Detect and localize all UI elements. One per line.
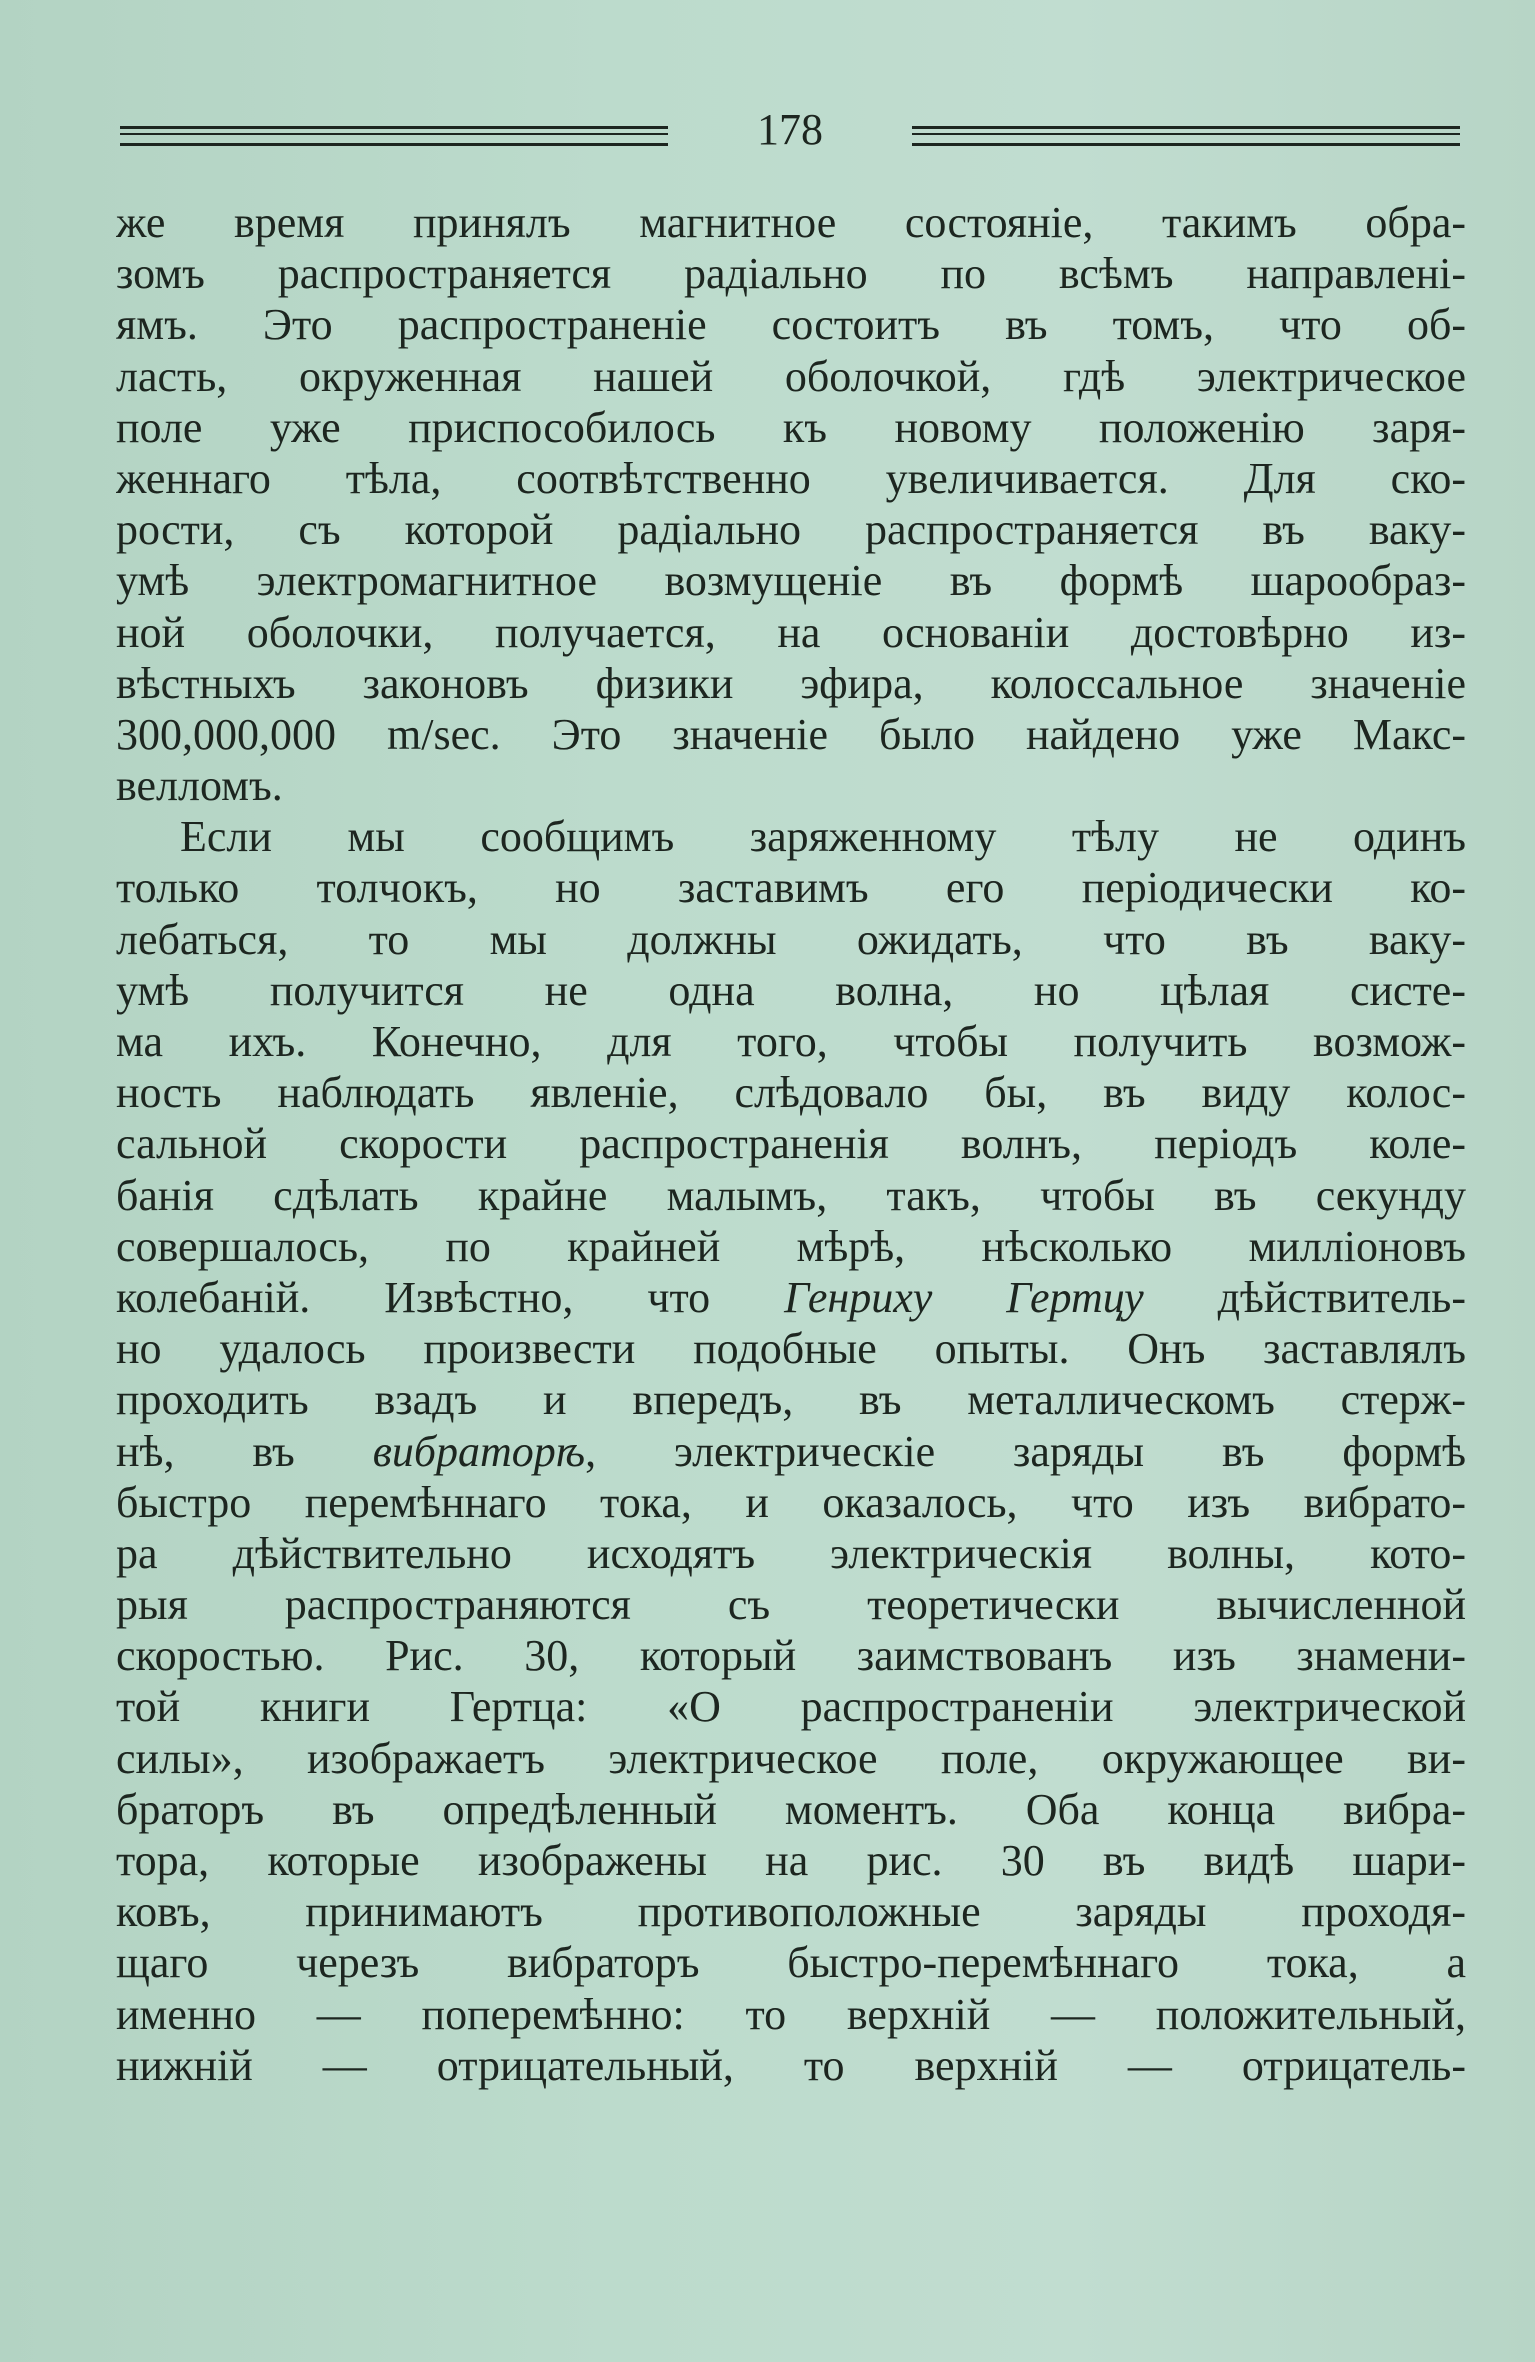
text-line: ность наблюдать явленiе, слѣдовало бы, въ виду колос- <box>116 1068 1466 1118</box>
text-line: силы», изображаетъ электрическое поле, окружающее ви- <box>116 1733 1466 1783</box>
line-text-after: дѣйствитель- <box>1143 1272 1466 1322</box>
line-text-before: нѣ, въ <box>116 1426 373 1476</box>
text-line-paragraph-end: велломъ. <box>116 761 283 811</box>
line-text-after: , электрическiе заряды въ формѣ <box>585 1426 1466 1476</box>
text-line: банiя сдѣлать крайне малымъ, такъ, чтобы въ секунду <box>116 1170 1466 1220</box>
text-line: нижнiй — отрицательный, то верхнiй — отрицатель- <box>116 2040 1466 2090</box>
text-line: рости, съ которой радiально распространяется въ ваку- <box>116 505 1466 555</box>
text-line: умѣ получится не одна волна, но цѣлая систе- <box>116 965 1466 1015</box>
italic-term: вибраторѣ <box>372 1426 586 1476</box>
text-line: но удалось произвести подобные опыты. Онъ заставлялъ <box>116 1324 1466 1374</box>
text-line: только толчокъ, но заставимъ его перiодически ко- <box>116 863 1466 913</box>
line-text-before: колебанiй. Извѣстно, что <box>116 1272 785 1322</box>
page-number: 178 <box>757 105 823 154</box>
text-line: ной оболочки, получается, на основанiи достовѣрно из- <box>116 607 1466 657</box>
text-line: умѣ электромагнитное возмущенiе въ формѣ шарообраз- <box>116 556 1466 606</box>
text-line: тора, которые изображены на рис. 30 въ видѣ шари- <box>116 1836 1466 1885</box>
page-header <box>120 100 1460 160</box>
text-line: поле уже приспособилось къ новому положенiю заря- <box>116 402 1466 452</box>
text-line: же время принялъ магнитное состоянiе, такимъ обра- <box>116 198 1466 247</box>
header-rule-right <box>912 126 1460 146</box>
header-rule-left <box>120 126 668 146</box>
text-line: 300,000,000 m/sec. Это значенiе было найдено уже Макс- <box>116 709 1466 759</box>
text-line: проходить взадъ и впередъ, въ металлическомъ стерж- <box>116 1375 1466 1425</box>
text-line: ласть, окруженная нашей оболочкой, гдѣ электрическое <box>116 351 1466 401</box>
text-line: совершалось, по крайней мѣрѣ, нѣсколько миллiоновъ <box>116 1221 1466 1271</box>
text-line: женнаго тѣла, соотвѣтственно увеличивается. Для ско- <box>116 453 1466 503</box>
text-line: быстро перемѣннаго тока, и оказалось, что изъ вибрато- <box>116 1477 1466 1527</box>
text-line: щаго черезъ вибраторъ быстро-перемѣннаго тока, а <box>116 1938 1466 1988</box>
body-text <box>116 197 1466 2091</box>
text-line: сальной скорости распространенiя волнъ, перiодъ коле- <box>116 1119 1466 1169</box>
text-line: ковъ, принимаютъ противоположные заряды проходя- <box>116 1887 1466 1937</box>
text-line-with-italic <box>116 1426 1466 1477</box>
text-line: лебаться, то мы должны ожидать, что въ ваку- <box>116 914 1466 964</box>
text-line-with-italic <box>116 1272 1466 1323</box>
text-line: вѣстныхъ законовъ физики эфира, колоссальное значенiе <box>116 658 1466 708</box>
text-line: скоростью. Рис. 30, который заимствованъ изъ знамени- <box>116 1631 1466 1681</box>
text-line: ма ихъ. Конечно, для того, чтобы получить возмож- <box>116 1017 1466 1066</box>
text-line: именно — поперемѣнно: то верхнiй — положительный, <box>116 1989 1466 2039</box>
text-line: браторъ въ опредѣленный моментъ. Оба конца вибра- <box>116 1784 1466 1834</box>
text-line: рыя распространяются съ теоретически вычисленной <box>116 1580 1466 1630</box>
italic-name: Генриху Гертцу <box>784 1272 1144 1322</box>
text-line-paragraph-start: Если мы сообщимъ заряженному тѣлу не одинъ <box>180 812 1466 862</box>
text-line: зомъ распространяется радiально по всѣмъ направленi- <box>116 249 1466 299</box>
text-line: той книги Гертца: «О распространенiи электрической <box>116 1682 1466 1732</box>
text-line: ямъ. Это распространенiе состоитъ въ томъ, что об- <box>116 300 1466 350</box>
text-line: ра дѣйствительно исходятъ электрическiя волны, кото- <box>116 1528 1466 1578</box>
